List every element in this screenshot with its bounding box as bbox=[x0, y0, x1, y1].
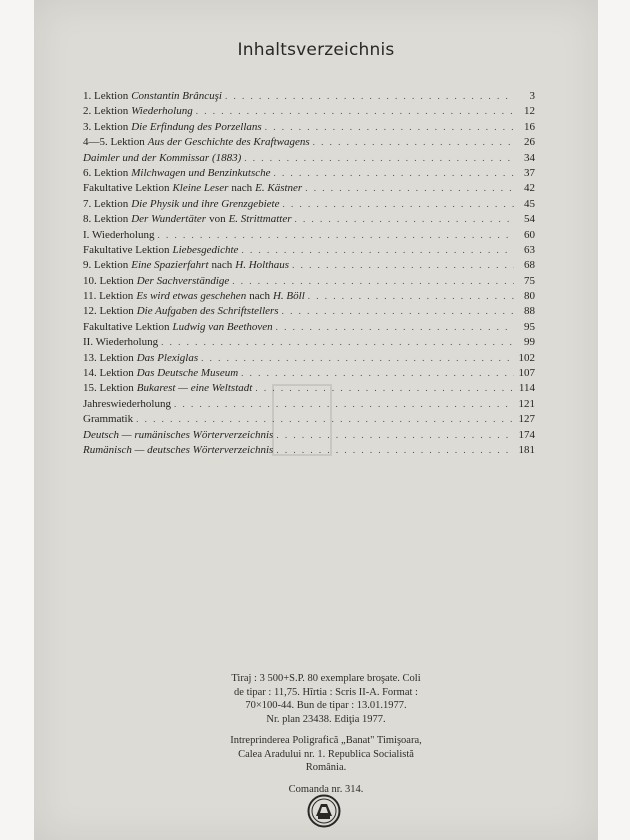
toc-entry bbox=[83, 304, 535, 319]
toc-entry-title: Es wird etwas geschehen bbox=[136, 290, 247, 303]
toc-entry bbox=[83, 151, 535, 166]
toc-entry bbox=[83, 335, 535, 350]
dot-leader bbox=[282, 197, 514, 212]
toc-entry-title: Daimler und der Kommissar (1883) bbox=[83, 151, 242, 164]
toc-entry-title: Die Aufgaben des Schriftstellers bbox=[136, 305, 279, 318]
table-of-contents bbox=[83, 89, 535, 458]
toc-entry-title: Die Erfindung des Porzellans bbox=[131, 120, 262, 133]
toc-page-number: 174 bbox=[518, 428, 535, 441]
dot-leader bbox=[292, 258, 514, 273]
toc-page-number: 12 bbox=[524, 105, 535, 118]
toc-entry-title: Kleine Leser bbox=[172, 182, 229, 195]
dot-leader bbox=[282, 304, 514, 319]
toc-entry-label: Fakultative Lektion bbox=[83, 243, 170, 256]
dot-leader bbox=[295, 212, 514, 227]
dot-leader bbox=[174, 397, 514, 412]
toc-page-number: 45 bbox=[524, 197, 535, 210]
toc-entry-title: Bukarest — eine Weltstadt bbox=[136, 382, 253, 395]
toc-entry-connector: nach bbox=[211, 259, 233, 272]
dot-leader bbox=[241, 243, 514, 258]
toc-entry bbox=[83, 197, 535, 212]
toc-entry-author: E. Strittmatter bbox=[228, 213, 292, 226]
toc-entry-label: 15. Lektion bbox=[83, 382, 134, 395]
toc-entry bbox=[83, 366, 535, 381]
toc-entry bbox=[83, 258, 535, 273]
dot-leader bbox=[265, 120, 514, 135]
dot-leader bbox=[225, 89, 514, 104]
toc-entry-title: Liebesgedichte bbox=[172, 243, 239, 256]
toc-entry-title: Das Plexiglas bbox=[136, 351, 199, 364]
toc-page-number: 37 bbox=[524, 166, 535, 179]
toc-entry-label: 2. Lektion bbox=[83, 105, 129, 118]
toc-entry-label: 9. Lektion bbox=[83, 259, 129, 272]
page-title: Inhaltsverzeichnis bbox=[237, 40, 395, 60]
toc-page-number: 102 bbox=[518, 351, 535, 364]
toc-entry bbox=[83, 135, 535, 150]
toc-page-number: 34 bbox=[524, 151, 535, 164]
toc-entry-title: Constantin Brâncuşi bbox=[131, 90, 222, 102]
toc-entry-label: 3. Lektion bbox=[83, 120, 129, 133]
toc-entry-label: Jahreswiederholung bbox=[83, 397, 171, 410]
toc-entry-title: Das Deutsche Museum bbox=[136, 367, 239, 380]
toc-page-number: 54 bbox=[524, 213, 535, 226]
printer-emblem-icon bbox=[307, 794, 341, 828]
toc-entry-label: 1. Lektion bbox=[83, 90, 129, 102]
dot-leader bbox=[244, 151, 514, 166]
printer-line: România. bbox=[305, 762, 347, 773]
toc-entry-connector: nach bbox=[231, 182, 253, 195]
toc-entry-author: H. Böll bbox=[272, 290, 305, 303]
toc-entry-connector: von bbox=[209, 213, 226, 226]
toc-entry-title: Der Sachverständige bbox=[136, 274, 230, 287]
dot-leader bbox=[201, 351, 514, 366]
toc-entry bbox=[83, 274, 535, 289]
toc-entry bbox=[83, 166, 535, 181]
toc-entry bbox=[83, 181, 535, 196]
toc-entry bbox=[83, 428, 535, 443]
toc-page-number: 75 bbox=[524, 274, 535, 287]
toc-entry bbox=[83, 412, 535, 427]
printer-line: Intreprinderea Poligrafică „Banat" Timişoara, bbox=[230, 735, 422, 746]
dot-leader bbox=[308, 289, 514, 304]
toc-entry bbox=[83, 89, 535, 104]
toc-entry-label: 4—5. Lektion bbox=[83, 136, 145, 149]
toc-entry-label: Fakultative Lektion bbox=[83, 320, 170, 333]
toc-entry bbox=[83, 212, 535, 227]
toc-entry-label: Fakultative Lektion bbox=[83, 182, 170, 195]
toc-page-number: 26 bbox=[524, 136, 535, 149]
toc-entry-label: 6. Lektion bbox=[83, 166, 129, 179]
toc-page-number: 107 bbox=[518, 367, 535, 380]
toc-page-number: 60 bbox=[524, 228, 535, 241]
toc-entry bbox=[83, 397, 535, 412]
toc-entry-author: E. Kästner bbox=[255, 182, 303, 195]
toc-page-number: 16 bbox=[524, 120, 535, 133]
toc-entry-label: 13. Lektion bbox=[83, 351, 134, 364]
toc-entry-label: 7. Lektion bbox=[83, 197, 129, 210]
toc-page-number: 114 bbox=[518, 382, 535, 395]
imprint-block bbox=[186, 672, 466, 796]
toc-entry-author: H. Holthaus bbox=[235, 259, 290, 272]
toc-page-number: 121 bbox=[518, 397, 535, 410]
dot-leader bbox=[157, 228, 514, 243]
dot-leader bbox=[274, 166, 514, 181]
toc-entry-label: 10. Lektion bbox=[83, 274, 134, 287]
dot-leader bbox=[196, 104, 514, 119]
toc-entry-title: Eine Spazierfahrt bbox=[131, 259, 209, 272]
dot-leader bbox=[276, 428, 514, 443]
dot-leader bbox=[232, 274, 514, 289]
imprint-line: 70×100-44. Bun de tipar : 13.01.1977. bbox=[245, 700, 407, 711]
imprint-line: de tipar : 11,75. Hîrtia : Scris II-A. Format : bbox=[234, 686, 418, 698]
dot-leader bbox=[161, 335, 514, 350]
imprint-line: Tiraj : 3 500+S.P. 80 exemplare broşate. Coli bbox=[231, 673, 421, 684]
toc-entry-label: Grammatik bbox=[83, 413, 134, 426]
toc-entry-title: Der Wundertäter bbox=[131, 213, 207, 226]
toc-entry-label: II. Wiederholung bbox=[83, 336, 159, 349]
toc-entry-label: 14. Lektion bbox=[83, 367, 134, 380]
dot-leader bbox=[276, 320, 514, 335]
toc-page-number: 68 bbox=[524, 259, 535, 272]
dot-leader bbox=[136, 412, 514, 427]
order-number: Comanda nr. 314. bbox=[288, 783, 364, 795]
toc-entry bbox=[83, 320, 535, 335]
printer-line: Calea Aradului nr. 1. Republica Socialistă bbox=[238, 748, 414, 760]
toc-entry-title: Aus der Geschichte des Kraftwagens bbox=[147, 136, 310, 149]
toc-entry-title: Die Physik und ihre Grenzgebiete bbox=[131, 197, 280, 210]
toc-page-number: 95 bbox=[524, 320, 535, 333]
toc-entry-label: 8. Lektion bbox=[83, 213, 129, 226]
dot-leader bbox=[241, 366, 514, 381]
toc-entry-label: 12. Lektion bbox=[83, 305, 134, 318]
toc-entry-title: Milchwagen und Benzinkutsche bbox=[131, 166, 271, 179]
toc-page-number: 181 bbox=[518, 443, 535, 456]
book-page bbox=[34, 0, 598, 840]
toc-entry bbox=[83, 120, 535, 135]
imprint-line: Nr. plan 23438. Ediţia 1977. bbox=[266, 713, 386, 725]
toc-entry bbox=[83, 381, 535, 396]
toc-page-number: 63 bbox=[524, 243, 535, 256]
toc-page-number: 88 bbox=[524, 305, 535, 318]
toc-entry bbox=[83, 104, 535, 119]
toc-entry bbox=[83, 351, 535, 366]
toc-entry bbox=[83, 243, 535, 258]
toc-entry-label: I. Wiederholung bbox=[83, 228, 155, 241]
toc-entry-connector: nach bbox=[249, 290, 270, 303]
toc-entry-label: 11. Lektion bbox=[83, 290, 134, 303]
dot-leader bbox=[255, 381, 514, 396]
toc-page-number: 3 bbox=[529, 90, 535, 102]
toc-page-number: 80 bbox=[524, 290, 535, 303]
toc-entry-title: Wiederholung bbox=[131, 105, 193, 118]
toc-entry bbox=[83, 443, 535, 458]
dot-leader bbox=[276, 443, 514, 458]
toc-entry-title: Rumänisch — deutsches Wörterverzeichnis bbox=[83, 443, 274, 456]
toc-entry bbox=[83, 289, 535, 304]
dot-leader bbox=[305, 181, 514, 196]
toc-entry bbox=[83, 228, 535, 243]
toc-entry-title: Ludwig van Beethoven bbox=[172, 320, 273, 333]
toc-page-number: 127 bbox=[518, 413, 535, 426]
toc-entry-title: Deutsch — rumänisches Wörterverzeichnis bbox=[83, 428, 274, 441]
toc-page-number: 99 bbox=[524, 336, 535, 349]
dot-leader bbox=[313, 135, 514, 150]
toc-page-number: 42 bbox=[524, 182, 535, 195]
